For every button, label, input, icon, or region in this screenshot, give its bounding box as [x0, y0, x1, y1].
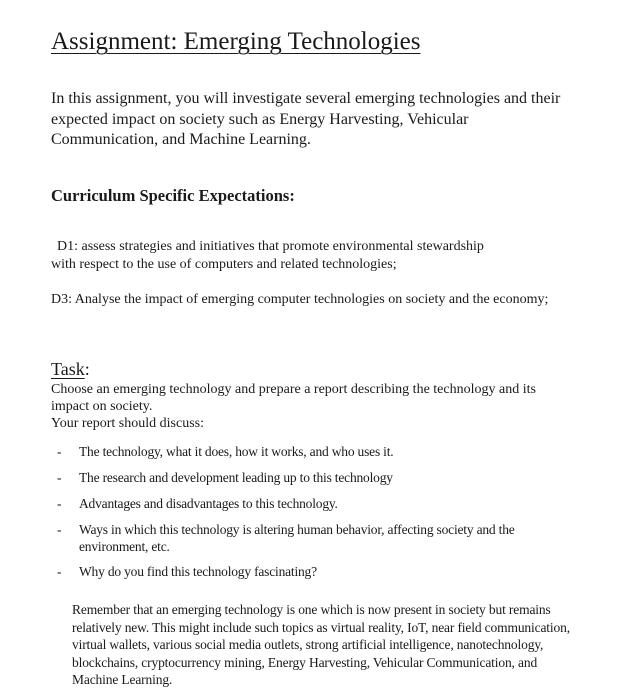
- list-item-text: Ways in which this technology is altering human behavior, affecting society and the environment, etc.: [79, 522, 515, 554]
- task-heading-colon: :: [84, 359, 90, 379]
- task-line2: Your report should discuss:: [51, 416, 204, 431]
- discussion-list: [57, 443, 577, 589]
- bullet-dash: -: [57, 444, 62, 459]
- expectation-d1-line2: with respect to the use of computers and related technologies;: [51, 257, 397, 272]
- task-line1: Choose an emerging technology and prepare a report describing the technology and its impact on society.: [51, 382, 536, 414]
- reminder-paragraph: Remember that an emerging technology is one which is now present in society but remains relatively new. This might include such topics as virtual reality, IoT, near field communication, virtual wallets, various social media outlets, strong artificial intelligence, nanotechnology, blockchains, cryptocurrency mining, Energy Harvesting, Vehicular Communication, and Machine Learning.: [72, 602, 570, 687]
- bullet-dash: -: [57, 470, 62, 485]
- bullet-dash: -: [57, 564, 62, 579]
- list-item: [57, 521, 577, 555]
- intro-paragraph: In this assignment, you will investigate several emerging technologies and their expected impact on society such as Energy Harvesting, Vehicular Communication, and Machine Learning.: [51, 90, 561, 148]
- expectation-d3: D3: Analyse the impact of emerging computer technologies on society and the economy;: [51, 292, 549, 307]
- task-heading-label: Task: [51, 359, 85, 379]
- list-item-text: The research and development leading up to this technology: [79, 470, 393, 485]
- list-item: [57, 495, 577, 512]
- bullet-dash: -: [57, 496, 62, 511]
- expectation-d1-line1: D1: assess strategies and initiatives that promote environmental stewardship: [57, 239, 484, 254]
- list-item-text: Why do you find this technology fascinating?: [79, 564, 317, 579]
- expectations-heading: Curriculum Specific Expectations:: [51, 186, 295, 205]
- list-item: [57, 469, 577, 486]
- list-item: [57, 563, 577, 580]
- task-heading: [51, 359, 90, 380]
- expectation-d1: [51, 238, 571, 274]
- page-title: Assignment: Emerging Technologies: [51, 28, 421, 55]
- list-item: [57, 443, 577, 460]
- list-item-text: Advantages and disadvantages to this technology.: [79, 496, 338, 511]
- task-description: [51, 381, 571, 432]
- bullet-dash: -: [57, 522, 62, 537]
- list-item-text: The technology, what it does, how it works, and who uses it.: [79, 444, 394, 459]
